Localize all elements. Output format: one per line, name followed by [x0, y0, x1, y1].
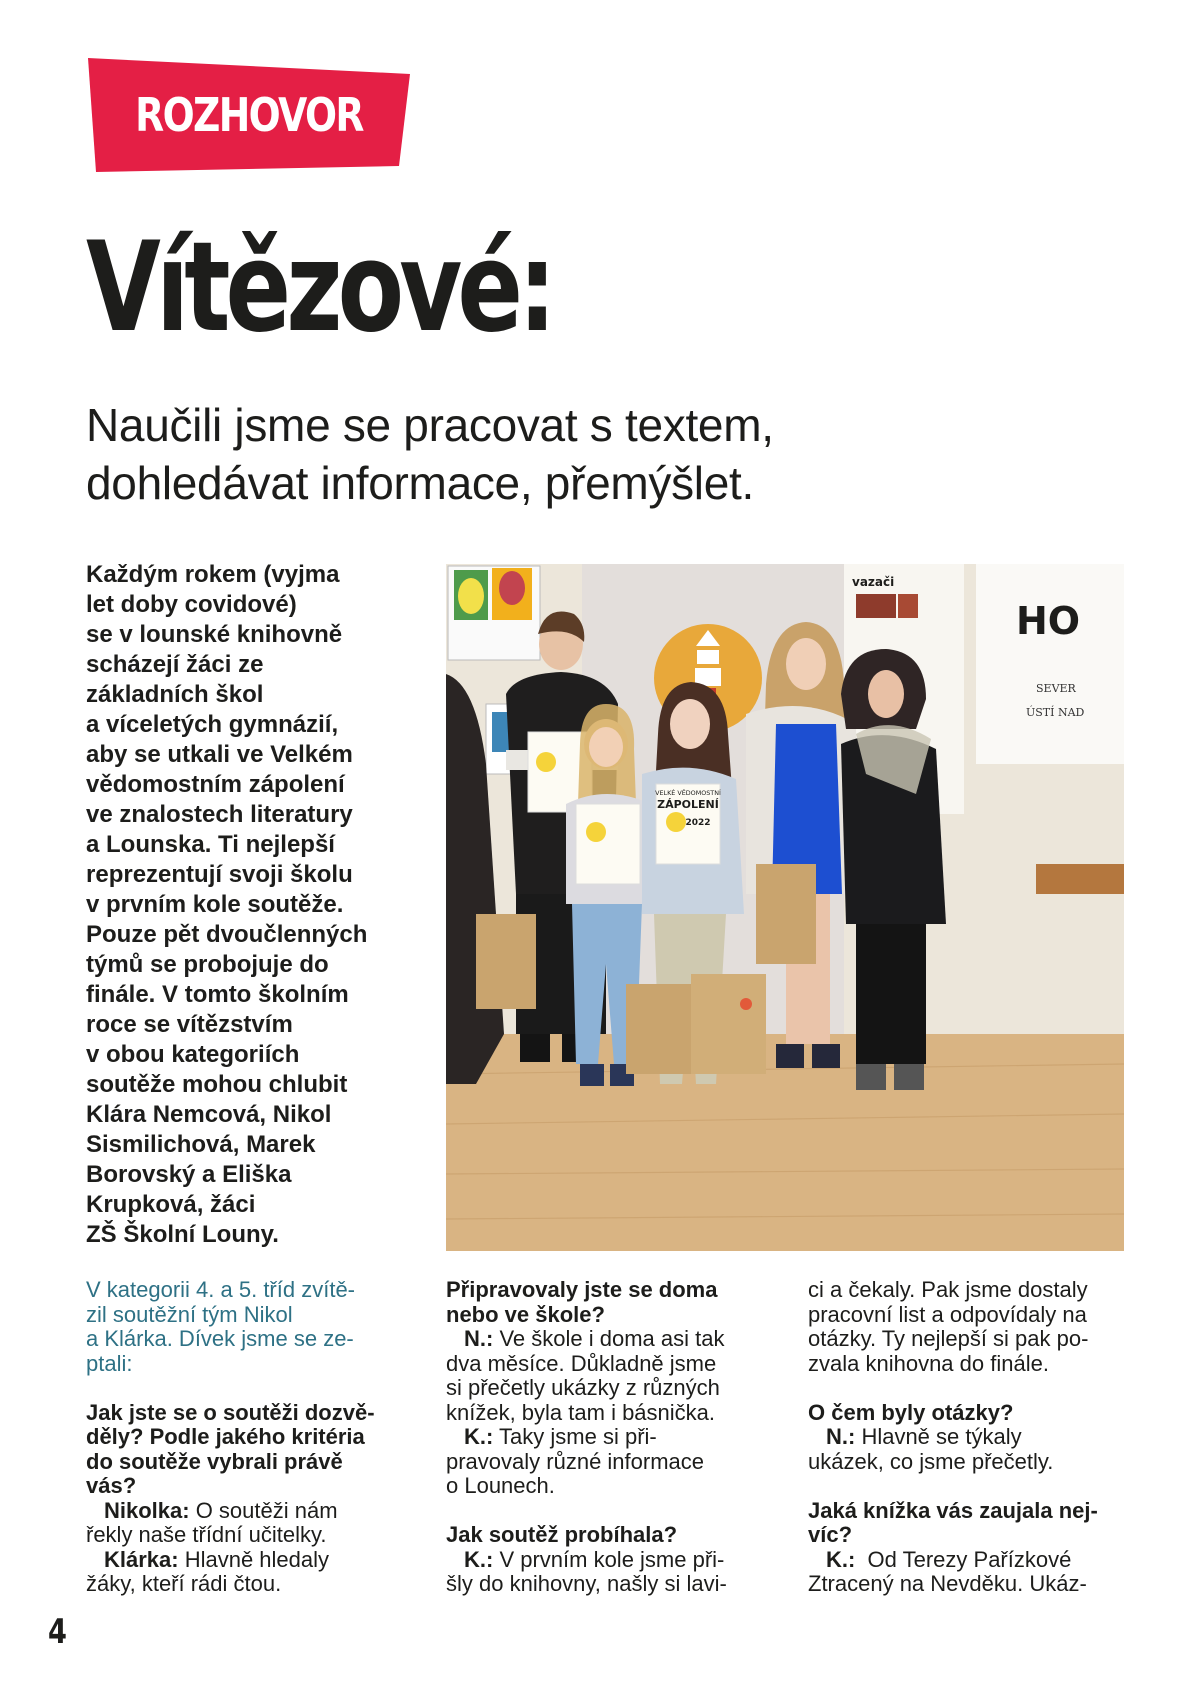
lead-line: scházejí žáci ze [86, 651, 264, 678]
answer-text: Hlavně se týkaly [855, 1424, 1022, 1449]
answer-line: pravovaly různé informace [446, 1448, 705, 1474]
question-line: Jak soutěž probíhala? [446, 1522, 678, 1547]
question-line: Jaká knížka vás zaujala nej- [808, 1497, 1098, 1523]
question [808, 1499, 1138, 1548]
sign-text-usti: ÚSTÍ NAD [1026, 706, 1085, 719]
certificate-year: 2022 [685, 818, 711, 828]
answer [446, 1425, 776, 1499]
lead-line: ZŠ Školní Louny. [86, 1221, 279, 1248]
answer-text: Od Terezy Pařízkové [855, 1546, 1072, 1572]
section-tag-label: ROZHOVOR [135, 88, 363, 142]
lead-line: finále. V tomto školním [86, 981, 349, 1008]
speaker-label: K.: [464, 1424, 494, 1449]
answer [446, 1548, 776, 1597]
answer-line: šly do knihovny, našly si lavi- [446, 1571, 727, 1596]
answer-text: Ve škole i doma asi tak [493, 1326, 725, 1351]
lead-line: soutěže mohou chlubit [86, 1071, 348, 1098]
question [446, 1523, 776, 1548]
certificate-title-large: ZÁPOLENÍ [657, 798, 719, 811]
question-line: víc? [808, 1522, 853, 1547]
answer-line: knížek, byla tam i básnička. [446, 1399, 716, 1425]
question [808, 1401, 1138, 1426]
answer-line: Ztracený na Nevděku. Ukáz- [808, 1571, 1087, 1596]
question-line: do soutěže vybrali právě [86, 1448, 343, 1474]
lead-line: základních škol [86, 681, 264, 708]
sign-board [976, 564, 1124, 764]
intro-line: ptali: [86, 1350, 133, 1376]
lead-line: reprezentují svoji školu [86, 861, 353, 888]
speaker-label: K.: [464, 1546, 494, 1572]
poster-text: vazači [852, 575, 895, 589]
lead-line: roce se vítězstvím [86, 1011, 293, 1038]
column-3 [808, 1278, 1138, 1597]
sign-text-ho: HO [1016, 599, 1081, 643]
speaker-label: K.: [826, 1546, 856, 1572]
lead-line: a Lounska. Ti nejlepší [86, 831, 335, 858]
answer-line: ci a čekaly. Pak jsme dostaly [808, 1277, 1088, 1302]
question-line: nebo ve škole? [446, 1301, 605, 1327]
answer-line: pracovní list a odpovídaly na [808, 1301, 1087, 1327]
article-photo [446, 564, 1124, 1251]
column-1 [86, 1278, 416, 1597]
paper-bag [626, 984, 696, 1074]
answer [86, 1548, 416, 1597]
answer-line: řekly naše třídní učitelky. [86, 1522, 327, 1547]
subhead [86, 396, 774, 512]
question [446, 1278, 776, 1327]
question-line: O čem byly otázky? [808, 1399, 1014, 1425]
answer [86, 1499, 416, 1548]
page-number: 4 [48, 1612, 67, 1652]
answer-continued [808, 1278, 1138, 1376]
speaker-label: N.: [464, 1326, 494, 1351]
question-line: Jak jste se o soutěži dozvě- [86, 1399, 375, 1425]
lead-line: Borovský a Eliška [86, 1161, 292, 1188]
lead-line: Pouze pět dvoučlenných [86, 921, 368, 948]
answer-line: otázky. Ty nejlepší si pak po- [808, 1326, 1089, 1351]
speaker-label: Klárka: [104, 1546, 179, 1572]
answer [808, 1425, 1138, 1474]
answer-line: o Lounech. [446, 1473, 555, 1498]
woman-face [868, 670, 904, 718]
certificate-title-small: VELKÉ VĚDOMOSTNÍ [655, 789, 721, 797]
intro-line: a Klárka. Dívek jsme se ze- [86, 1326, 354, 1351]
photo-illustration [446, 564, 1124, 1251]
intro-line: zil soutěžní tým Nikol [86, 1301, 293, 1327]
lead-line: Každým rokem (vyjma [86, 561, 340, 588]
question-line: vás? [86, 1473, 137, 1498]
lead-line: Sismilichová, Marek [86, 1131, 316, 1158]
answer-text: V prvním kole jsme při- [493, 1546, 725, 1572]
girl3-face [786, 638, 826, 690]
certificate-2 [576, 804, 640, 884]
paper-bag [691, 974, 766, 1074]
answer-line: zvala knihovna do finále. [808, 1350, 1049, 1376]
subhead-line: Naučili jsme se pracovat s textem, [86, 399, 774, 451]
lead-line: týmů se probojuje do [86, 951, 329, 978]
lead-line: Klára Nemcová, Nikol [86, 1101, 332, 1128]
lead-line: a víceletých gymnázií, [86, 711, 339, 738]
answer [808, 1548, 1138, 1597]
lead-line: se v lounské knihovně [86, 621, 343, 648]
lead-line: aby se utkali ve Velkém [86, 741, 353, 768]
sign-text-sever: SEVER [1036, 682, 1076, 695]
lead-line: v obou kategoriích [86, 1041, 300, 1068]
speaker-label: Nikolka: [104, 1497, 190, 1523]
lead-line: v prvním kole soutěže. [86, 891, 344, 918]
paper-bag [476, 914, 536, 1009]
answer-text: O soutěži nám [189, 1497, 338, 1523]
intro-line: V kategorii 4. a 5. tříd zvítě- [86, 1277, 356, 1302]
lead-paragraph [86, 560, 406, 1250]
subhead-line: dohledávat informace, přemýšlet. [86, 457, 754, 509]
question [86, 1401, 416, 1499]
column-2 [446, 1278, 776, 1597]
answer-line: si přečetly ukázky z různých [446, 1375, 720, 1400]
answer-text: Hlavně hledaly [178, 1546, 330, 1572]
lead-line: Krupková, žáci [86, 1191, 256, 1218]
speaker-label: N.: [826, 1424, 856, 1449]
answer-line: dva měsíce. Důkladně jsme [446, 1350, 717, 1376]
answer [446, 1327, 776, 1425]
lead-line: let doby covidové) [86, 591, 297, 618]
lead-line: vědomostním zápolení [86, 771, 345, 798]
headline: Vítězové: [86, 214, 552, 360]
answer-line: ukázek, co jsme přečetly. [808, 1448, 1054, 1474]
girl2-face [670, 699, 710, 749]
interview-intro [86, 1278, 416, 1376]
paper-bag [756, 864, 816, 964]
lead-line: ve znalostech literatury [86, 801, 353, 828]
question-line: Připravovaly jste se doma [446, 1277, 718, 1302]
question-line: děly? Podle jakého kritéria [86, 1424, 365, 1449]
answer-text: Taky jsme si při- [493, 1424, 657, 1449]
section-tag [88, 58, 410, 172]
answer-line: žáky, kteří rádi čtou. [86, 1571, 282, 1596]
